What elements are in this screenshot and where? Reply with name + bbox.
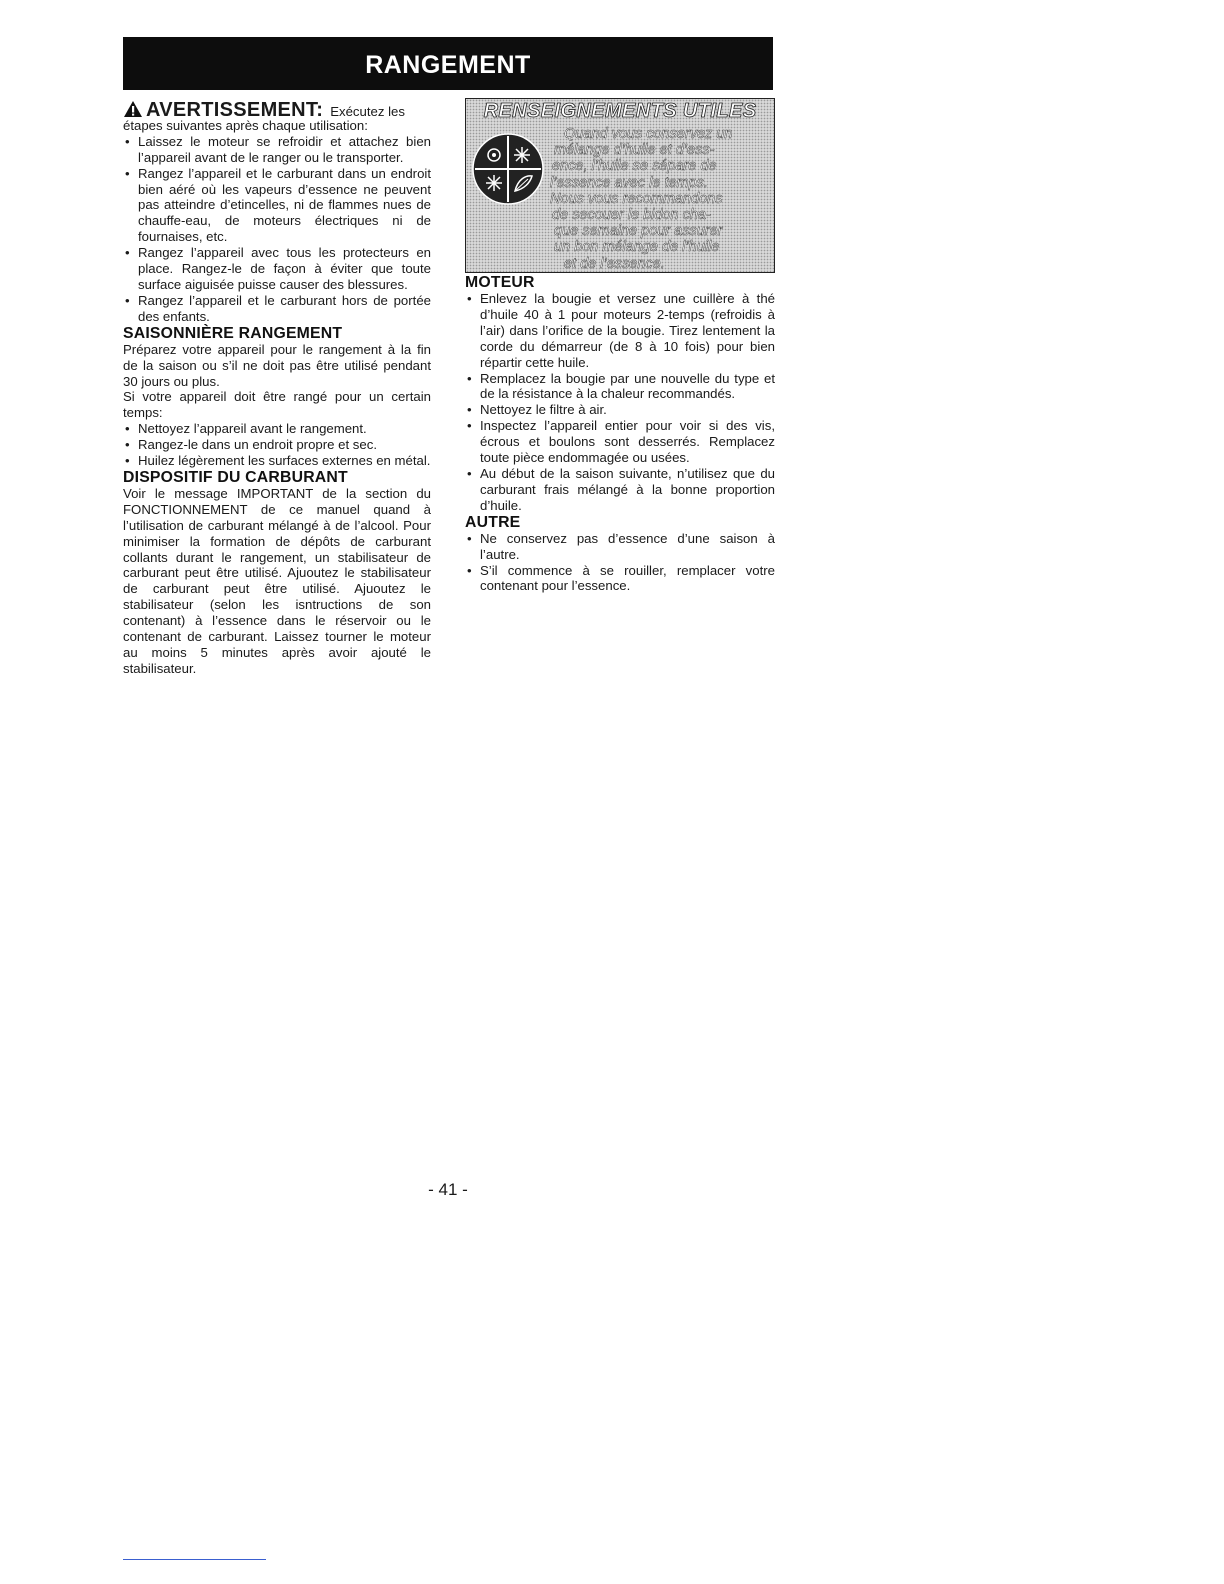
- footer-divider: [123, 1559, 266, 1560]
- tips-line: Quand vous conservez un: [564, 126, 733, 142]
- list-item: • Nettoyez l’appareil avant le rangement.: [123, 421, 431, 437]
- tips-line: et de l’essence.: [564, 255, 665, 272]
- tips-text: [528, 126, 768, 272]
- other-heading: AUTRE: [465, 513, 521, 531]
- engine-list: [465, 291, 775, 514]
- tips-line: Nous vous recommandons: [550, 190, 723, 207]
- tips-line: de secouer le bidon cha-: [552, 207, 711, 224]
- tips-line: que semaine pour assurer: [554, 223, 723, 240]
- page-number: - 41 -: [428, 1180, 468, 1199]
- fuel-system-heading: DISPOSITIF DU CARBURANT: [123, 468, 348, 486]
- list-item: • Enlevez la bougie et versez une cuillère à thé d’huile 40 à 1 pour moteurs 2-temps (refroidis à l’air) dans l’orifice de la bougie. Tirez lentement la corde du démarreur (de 8 à 10 fois) pour bien répartir cette huile.: [465, 291, 775, 371]
- tips-line: un bon mélange de l’huile: [554, 239, 720, 256]
- seasonal-paragraph: Préparez votre appareil pour le rangement à la fin de la saison ou s’il ne doit pas être utilisé pendant 30 jours ou plus.: [123, 341, 431, 389]
- list-item: • Nettoyez le filtre à air.: [465, 402, 775, 418]
- seasonal-list: [123, 421, 431, 469]
- list-item: • Rangez l’appareil et le carburant dans un endroit bien aéré où les vapeurs d’essence ne peuvent pas atteindre d’etincelles, ni de flammes nues de chauffe-eau, de moteurs électriques ni de fournaises, etc.: [123, 166, 431, 246]
- page-title: RANGEMENT: [123, 37, 773, 90]
- warning-lead: Exécutez les: [330, 104, 405, 119]
- tips-line: mélange d’huile et d’ess-: [554, 142, 715, 159]
- tips-box: [465, 98, 775, 273]
- warning-intro: étapes suivantes après chaque utilisation:: [123, 117, 368, 133]
- warning-heading: [123, 98, 431, 120]
- list-item: • Inspectez l’appareil entier pour voir si des vis, écrous et boulons sont desserrés. Remplacez toute pièce endommagée ou usées.: [465, 418, 775, 466]
- tips-line: ence, l’huile se sépare de: [552, 158, 717, 175]
- list-item: • Rangez l’appareil et le carburant hors de portée des enfants.: [123, 293, 431, 325]
- list-item: • Huilez légèrement les surfaces externes en métal.: [123, 453, 431, 469]
- right-column: [465, 98, 775, 594]
- list-item: • Au début de la saison suivante, n’utilisez que du carburant frais mélangé à la bonne proportion d’huile.: [465, 466, 775, 514]
- left-column: [123, 98, 431, 677]
- tips-title: RENSEIGNEMENTS UTILES: [483, 100, 757, 122]
- list-item: • Remplacez la bougie par une nouvelle du type et de la résistance à la chaleur recommandés.: [465, 371, 775, 403]
- list-item: • Ne conservez pas d’essence d’une saison à l’autre.: [465, 531, 775, 563]
- warning-triangle-icon: [123, 100, 143, 118]
- warning-title: AVERTISSEMENT:: [146, 99, 324, 121]
- engine-heading: MOTEUR: [465, 274, 535, 291]
- other-list: [465, 531, 775, 595]
- seasonal-storage-heading: SAISONNIÈRE RANGEMENT: [123, 324, 343, 342]
- tips-line: l’essence avec le temps.: [550, 174, 708, 191]
- list-item: • Laissez le moteur se refroidir et attachez bien l’appareil avant de le ranger ou le transporter.: [123, 134, 431, 166]
- list-item: • S’il commence à se rouiller, remplacer votre contenant pour l’essence.: [465, 563, 775, 595]
- warning-list: [123, 134, 431, 325]
- list-item: • Rangez l’appareil avec tous les protecteurs en place. Rangez-le de façon à éviter que toute surface aiguisée puisse causer des blessures.: [123, 245, 431, 293]
- fuel-paragraph: Voir le message IMPORTANT de la section du FONCTIONNEMENT de ce manuel quand à l’utilisation de carburant mélangé à de l’alcool. Pour minimiser la formation de dépôts de carburant collants durant le rangement, un stabilisateur de carburant peut être utilisé. Ajuoutez le stabilisateur de carburant peut être utilisé. Ajuoutez le stabilisateur (selon les isntructions de son contenant) à l’essence dans le réservoir ou le contenant de carburant. Laissez tourner le moteur au moins 5 minutes après avoir ajouté le stabilisateur.: [123, 485, 431, 676]
- seasonal-paragraph: Si votre appareil doit être rangé pour un certain temps:: [123, 389, 431, 421]
- list-item: • Rangez-le dans un endroit propre et sec.: [123, 437, 431, 453]
